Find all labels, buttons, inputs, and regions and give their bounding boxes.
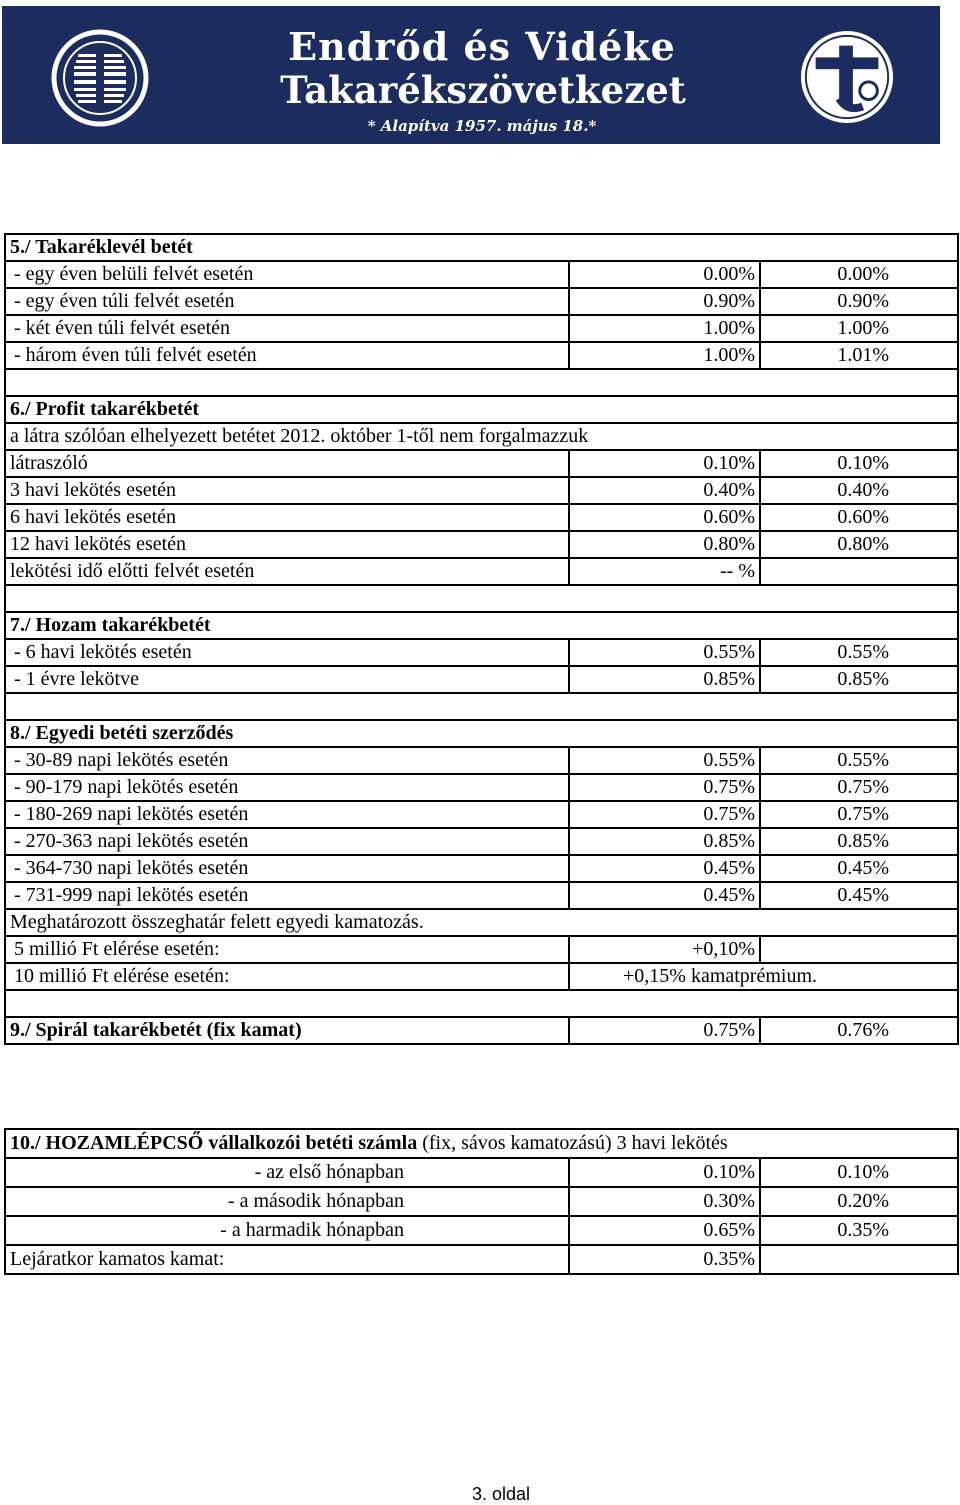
- row-label: - 1 évre lekötve: [5, 666, 569, 693]
- section-header-row: [5, 234, 958, 261]
- founded-tagline: * Alapítva 1957. május 18.*: [367, 117, 597, 135]
- rate-value: 0.10%: [760, 1158, 958, 1187]
- table-row: [5, 288, 958, 315]
- rate-value: [760, 558, 958, 585]
- spacer-cell: [5, 693, 958, 720]
- rate-value: 0.76%: [760, 1017, 958, 1044]
- rate-value: 0.20%: [760, 1187, 958, 1216]
- rate-value: 0.55%: [569, 747, 760, 774]
- bank-name-line1: Endrőd és Vidéke: [288, 24, 676, 69]
- row-label: - a második hónapban: [5, 1187, 569, 1216]
- row-label: - 364-730 napi lekötés esetén: [5, 855, 569, 882]
- table-row: [5, 1158, 958, 1187]
- rate-value: 0.45%: [569, 882, 760, 909]
- section-header-row: [5, 396, 958, 423]
- row-label: - két éven túli felvét esetén: [5, 315, 569, 342]
- rate-value: 0.35%: [569, 1245, 760, 1274]
- rate-value: 0.40%: [569, 477, 760, 504]
- table-row: [5, 261, 958, 288]
- rate-value: 0.10%: [760, 450, 958, 477]
- rate-value: 0.80%: [760, 531, 958, 558]
- spacer-row: [5, 369, 958, 396]
- table-row: [5, 882, 958, 909]
- row-label: 6 havi lekötés esetén: [5, 504, 569, 531]
- rate-value: 0.45%: [760, 882, 958, 909]
- section-note: a látra szólóan elhelyezett betétet 2012. október 1-től nem forgalmazzuk: [5, 423, 958, 450]
- note-row: [5, 423, 958, 450]
- row-label: látraszóló: [5, 450, 569, 477]
- table-row: [5, 477, 958, 504]
- section-title: 7./ Hozam takarékbetét: [5, 612, 958, 639]
- section-title: [5, 1129, 958, 1158]
- rate-value: 0.45%: [569, 855, 760, 882]
- empty-cell: [760, 1245, 958, 1274]
- rate-value: 1.00%: [569, 342, 760, 369]
- table-row: [5, 855, 958, 882]
- row-label: - három éven túli felvét esetén: [5, 342, 569, 369]
- table-row: [5, 639, 958, 666]
- rate-value: 0.55%: [760, 639, 958, 666]
- page-number: 3. oldal: [471, 1484, 531, 1504]
- row-label: - egy éven túli felvét esetén: [5, 288, 569, 315]
- rate-value: 0.10%: [569, 450, 760, 477]
- rate-value: 0.75%: [569, 774, 760, 801]
- rates-table: [4, 233, 959, 1045]
- section-title: 5./ Takaréklevél betét: [5, 234, 958, 261]
- empty-cell: [760, 936, 958, 963]
- row-label: - egy éven belüli felvét esetén: [5, 261, 569, 288]
- bank-name-line2: Takarékszövetkezet: [280, 68, 686, 112]
- row-label: - 6 havi lekötés esetén: [5, 639, 569, 666]
- table-row: [5, 666, 958, 693]
- table-row: [5, 504, 958, 531]
- rate-value: 0.85%: [760, 828, 958, 855]
- spacer-row: [5, 990, 958, 1017]
- t-savings-logo-icon: [798, 28, 896, 126]
- table-row: [5, 963, 958, 990]
- rate-value: 0.55%: [760, 747, 958, 774]
- table-row: [5, 1187, 958, 1216]
- rate-value: 0.60%: [569, 504, 760, 531]
- row-label: - az első hónapban: [5, 1158, 569, 1187]
- table-row: [5, 342, 958, 369]
- bonus-value: +0,10%: [569, 936, 760, 963]
- rate-value: 0.00%: [569, 261, 760, 288]
- rate-value: 0.75%: [760, 801, 958, 828]
- rate-value: 1.01%: [760, 342, 958, 369]
- row-label: 10 millió Ft elérése esetén:: [5, 963, 569, 990]
- row-label: - 180-269 napi lekötés esetén: [5, 801, 569, 828]
- row-label: - 270-363 napi lekötés esetén: [5, 828, 569, 855]
- row-label: Lejáratkor kamatos kamat:: [5, 1245, 569, 1274]
- rate-value: 0.60%: [760, 504, 958, 531]
- section-header-row: [5, 612, 958, 639]
- rate-value: 0.90%: [760, 288, 958, 315]
- row-label: - 30-89 napi lekötés esetén: [5, 747, 569, 774]
- rate-value: 0.80%: [569, 531, 760, 558]
- rate-value: 0.85%: [569, 828, 760, 855]
- table-row: [5, 1017, 958, 1044]
- section-header-row: [5, 1129, 958, 1158]
- rate-value: 1.00%: [569, 315, 760, 342]
- rate-value: 0.30%: [569, 1187, 760, 1216]
- section-note: Meghatározott összeghatár felett egyedi kamatozás.: [5, 909, 958, 936]
- spacer-row: [5, 693, 958, 720]
- rate-value: 0.85%: [760, 666, 958, 693]
- rate-value: -- %: [569, 558, 760, 585]
- section-title-rest: (fix, sávos kamatozású) 3 havi lekötés: [417, 1132, 728, 1154]
- rate-value: 0.90%: [569, 288, 760, 315]
- rate-value: 0.45%: [760, 855, 958, 882]
- hozamlepcso-table: [4, 1128, 959, 1275]
- rate-value: 0.75%: [569, 801, 760, 828]
- table-row: [5, 315, 958, 342]
- table-row: [5, 828, 958, 855]
- rate-value: 0.75%: [760, 774, 958, 801]
- row-label: 12 havi lekötés esetén: [5, 531, 569, 558]
- spacer-cell: [5, 585, 958, 612]
- spacer-row: [5, 585, 958, 612]
- rate-value: 0.40%: [760, 477, 958, 504]
- table-row: [5, 450, 958, 477]
- section-header-row: [5, 720, 958, 747]
- table-row: [5, 1245, 958, 1274]
- table-row: [5, 558, 958, 585]
- spacer-cell: [5, 990, 958, 1017]
- row-label: lekötési idő előtti felvét esetén: [5, 558, 569, 585]
- section-title-bold: 10./ HOZAMLÉPCSŐ vállalkozói betéti számla: [10, 1132, 418, 1154]
- row-label: 5 millió Ft elérése esetén:: [5, 936, 569, 963]
- row-label: - a harmadik hónapban: [5, 1216, 569, 1245]
- section-title: 8./ Egyedi betéti szerződés: [5, 720, 958, 747]
- rate-value: 0.35%: [760, 1216, 958, 1245]
- header-banner: [2, 6, 940, 144]
- table-row: [5, 531, 958, 558]
- table-row: [5, 747, 958, 774]
- rate-value: 0.00%: [760, 261, 958, 288]
- table-row: [5, 801, 958, 828]
- section-title: 9./ Spirál takarékbetét (fix kamat): [5, 1017, 569, 1044]
- rate-value: 1.00%: [760, 315, 958, 342]
- row-label: 3 havi lekötés esetén: [5, 477, 569, 504]
- row-label: - 90-179 napi lekötés esetén: [5, 774, 569, 801]
- bonus-value: +0,15% kamatprémium.: [569, 963, 958, 990]
- section-title: 6./ Profit takarékbetét: [5, 396, 958, 423]
- rate-value: 0.65%: [569, 1216, 760, 1245]
- rate-value: 0.10%: [569, 1158, 760, 1187]
- table-row: [5, 774, 958, 801]
- rate-value: 0.55%: [569, 639, 760, 666]
- row-label: - 731-999 napi lekötés esetén: [5, 882, 569, 909]
- spacer-cell: [5, 369, 958, 396]
- table-row: [5, 1216, 958, 1245]
- rate-value: 0.85%: [569, 666, 760, 693]
- table-row: [5, 936, 958, 963]
- note-row: [5, 909, 958, 936]
- striped-emblem-icon: [50, 28, 150, 128]
- rate-value: 0.75%: [569, 1017, 760, 1044]
